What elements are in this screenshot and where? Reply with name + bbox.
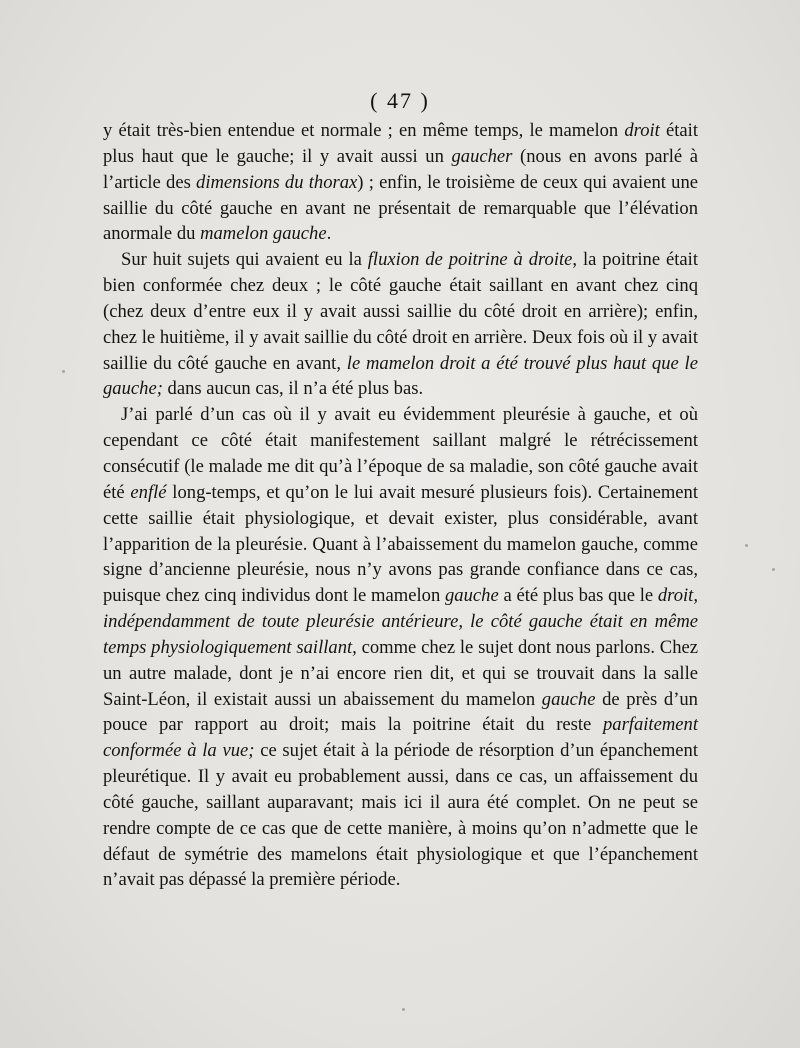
paragraph-1 <box>103 118 698 247</box>
italic-run: droit, indépendamment de toute pleurésie antérieure, le côté gauche était en même temps physiologiquement saillant, <box>103 585 698 658</box>
paper-speck <box>402 1008 405 1011</box>
text-run: , la poitrine était bien conformée chez deux ; le côté gauche était saillant en avant chez cinq (chez deux d’entre eux il y avait aussi saillie du côté droit en arrière); enfin, chez le huitième, il y avait saillie du côté droit en arrière. Deux fois où il y avait saillie du côté gauche en avant, <box>103 249 698 374</box>
italic-run: fluxion de poitrine à droite <box>367 249 573 271</box>
italic-run: gauche <box>541 688 596 710</box>
text-run: ) ; enfin, le troisième de ceux qui avaient une saillie du côté gauche en avant ne présentait de remarquable que l’élévation anormale du <box>103 171 698 245</box>
italic-run: le mamelon droit a été trouvé plus haut que le gauche; <box>103 352 698 400</box>
text-run: . <box>326 223 332 245</box>
italic-run: enflé <box>130 481 167 503</box>
text-run: dans aucun cas, il n’a été plus bas. <box>162 378 424 400</box>
paper-speck <box>772 568 775 571</box>
paper-speck <box>62 370 65 373</box>
italic-run: dimensions du thorax <box>196 171 358 193</box>
italic-run: parfaitement conformée à la vue; <box>103 714 698 762</box>
text-run: ce sujet était à la période de résorption d’un épanchement pleurétique. Il y avait eu probablement aussi, dans ce cas, un affaissement du côté gauche, saillant auparavant; mais ici il aura été complet. On ne peut se rendre compte de ce cas que de cette manière, à moins qu’on n’admette que le défaut de symétrie des mamelons était physiologique et que l’épanchement n’avait pas dépassé la première période. <box>103 740 698 891</box>
italic-run: gaucher <box>451 145 513 167</box>
page-number: ( 47 ) <box>370 88 430 113</box>
paragraph-3 <box>103 402 698 893</box>
text-run: Sur huit sujets qui avaient eu la <box>121 249 368 271</box>
text-run: comme chez le sujet dont nous parlons. Chez un autre malade, dont je n’ai encore rien dit, et qui se trouvait dans la salle Saint-Léon, il existait aussi un abaissement du mamelon <box>103 636 699 710</box>
text-run: J’ai parlé d’un cas où il y avait eu évidemment pleurésie à gauche, et où cependant ce côté était manifestement saillant malgré le rétrécissement consécutif (le malade me dit qu’à l’époque de sa maladie, son côté gauche avait été <box>103 404 698 503</box>
italic-run: droit <box>624 120 660 141</box>
text-run: (nous en avons parlé à l’article des <box>103 145 699 193</box>
body-text <box>103 118 698 893</box>
text-run: y était très-bien entendue et normale ; en même temps, le mamelon <box>103 120 625 141</box>
paper-speck <box>745 544 748 547</box>
text-run: était plus haut que le gauche; il y avait aussi un <box>103 120 698 167</box>
text-run: long-temps, et qu’on le lui avait mesuré plusieurs fois). Certainement cette saillie était physiologique, et devait exister, plus considérable, avant l’apparition de la pleurésie. Quant à l’abaissement du mamelon gauche, comme signe d’ancienne pleurésie, nous n’y avons pas grande confiance dans ce cas, puisque chez cinq individus dont le mamelon <box>103 481 698 607</box>
paragraph-2 <box>103 247 698 402</box>
italic-run: gauche <box>445 585 499 607</box>
text-run: de près d’un pouce par rapport au droit; mais la poitrine était du reste <box>103 688 698 736</box>
italic-run: mamelon gauche <box>200 223 327 245</box>
text-run: a été plus bas que le <box>498 585 658 607</box>
